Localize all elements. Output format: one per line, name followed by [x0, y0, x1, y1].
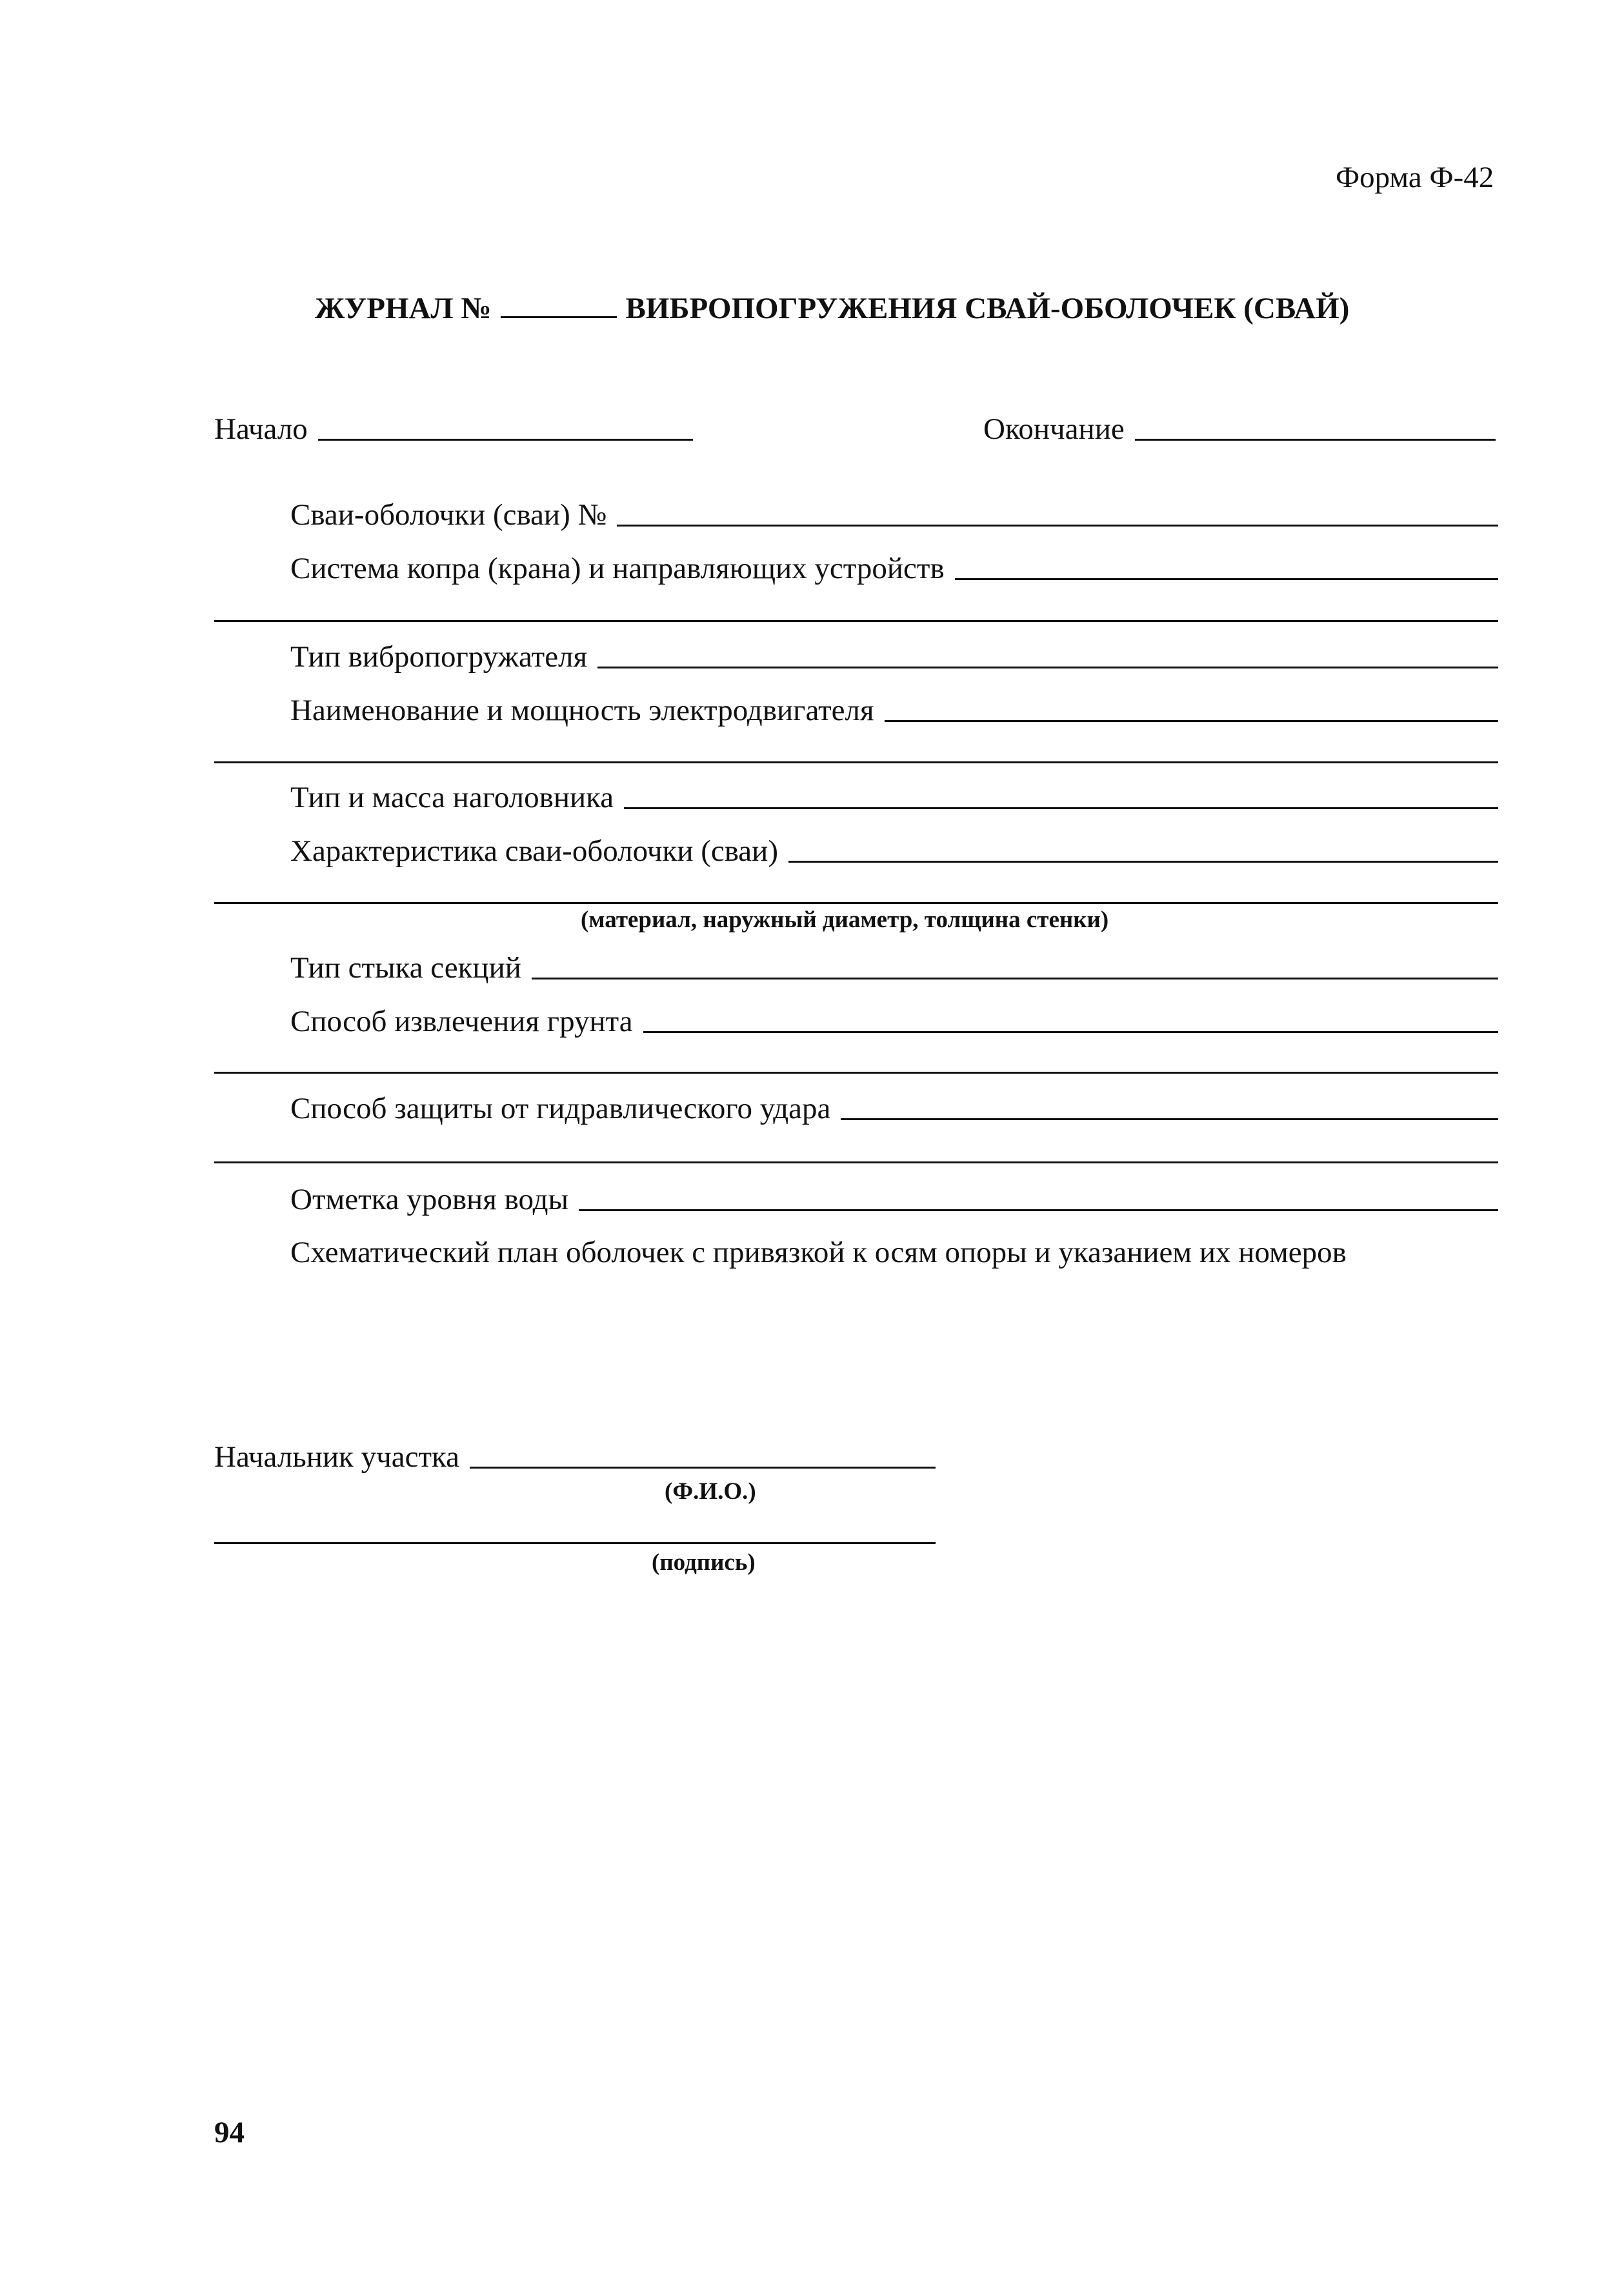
pile-spec-continuation-line[interactable] [214, 902, 1498, 904]
fio-hint: (Ф.И.О.) [665, 1478, 756, 1505]
scheme-caption: Схематический план оболочек с привязкой к осям опоры и указанием их номеров [290, 1236, 1347, 1269]
hydraulic-protection-label: Способ защиты от гидравлического удара [290, 1092, 831, 1125]
chief-name-field[interactable] [470, 1467, 936, 1469]
journal-title [315, 290, 1349, 326]
journal-number-field[interactable] [501, 316, 617, 318]
end-field[interactable] [1135, 439, 1496, 441]
signature-hint: (подпись) [652, 1549, 756, 1576]
joint-type-field[interactable] [532, 978, 1498, 979]
rig-system-label: Система копра (крана) и направляющих устройств [290, 552, 945, 585]
end-label: Окончание [983, 412, 1125, 446]
water-level-field[interactable] [579, 1209, 1498, 1211]
hydraulic-protection-continuation-line[interactable] [214, 1161, 1498, 1163]
water-level-row [290, 1181, 1498, 1218]
soil-removal-label: Способ извлечения грунта [290, 1005, 633, 1038]
joint-type-label: Тип стыка секций [290, 951, 521, 985]
motor-continuation-line[interactable] [214, 761, 1498, 763]
motor-label: Наименование и мощность электродвигателя [290, 694, 874, 727]
rig-system-row [290, 550, 1498, 587]
pile-spec-field[interactable] [788, 861, 1498, 863]
soil-removal-field[interactable] [643, 1031, 1498, 1033]
journal-title-prefix: ЖУРНАЛ № [315, 292, 492, 325]
soil-removal-continuation-line[interactable] [214, 1072, 1498, 1074]
end-row [983, 411, 1496, 447]
piles-no-row [290, 497, 1498, 533]
chief-row [214, 1439, 936, 1475]
page-number: 94 [214, 2116, 245, 2149]
pile-spec-hint: (материал, наружный диаметр, толщина стенки) [581, 907, 1109, 933]
signature-line[interactable] [214, 1542, 936, 1544]
motor-row [290, 692, 1498, 728]
journal-title-main: ВИБРОПОГРУЖЕНИЯ СВАЙ-ОБОЛОЧЕК (СВАЙ) [625, 292, 1350, 325]
vibrator-type-label: Тип вибропогружателя [290, 640, 588, 674]
cap-row [290, 779, 1498, 816]
chief-label: Начальник участка [214, 1440, 459, 1474]
form-id: Форма Ф-42 [1336, 161, 1494, 194]
rig-system-field[interactable] [955, 578, 1498, 580]
soil-removal-row [290, 1003, 1498, 1039]
vibrator-type-row [290, 639, 1498, 675]
piles-no-field[interactable] [617, 525, 1498, 527]
motor-field[interactable] [885, 720, 1498, 722]
start-label: Начало [214, 412, 308, 446]
cap-label: Тип и масса наголовника [290, 781, 614, 814]
pile-spec-label: Характеристика сваи-оболочки (сваи) [290, 834, 778, 868]
start-field[interactable] [318, 439, 693, 441]
hydraulic-protection-field[interactable] [841, 1118, 1498, 1120]
hydraulic-protection-row [290, 1090, 1498, 1127]
joint-type-row [290, 950, 1498, 986]
water-level-label: Отметка уровня воды [290, 1183, 569, 1216]
piles-no-label: Сваи-оболочки (сваи) № [290, 498, 607, 532]
vibrator-type-field[interactable] [597, 667, 1498, 668]
cap-field[interactable] [624, 807, 1498, 809]
start-row [214, 411, 693, 447]
rig-system-continuation-line[interactable] [214, 620, 1498, 622]
pile-spec-row [290, 833, 1498, 869]
